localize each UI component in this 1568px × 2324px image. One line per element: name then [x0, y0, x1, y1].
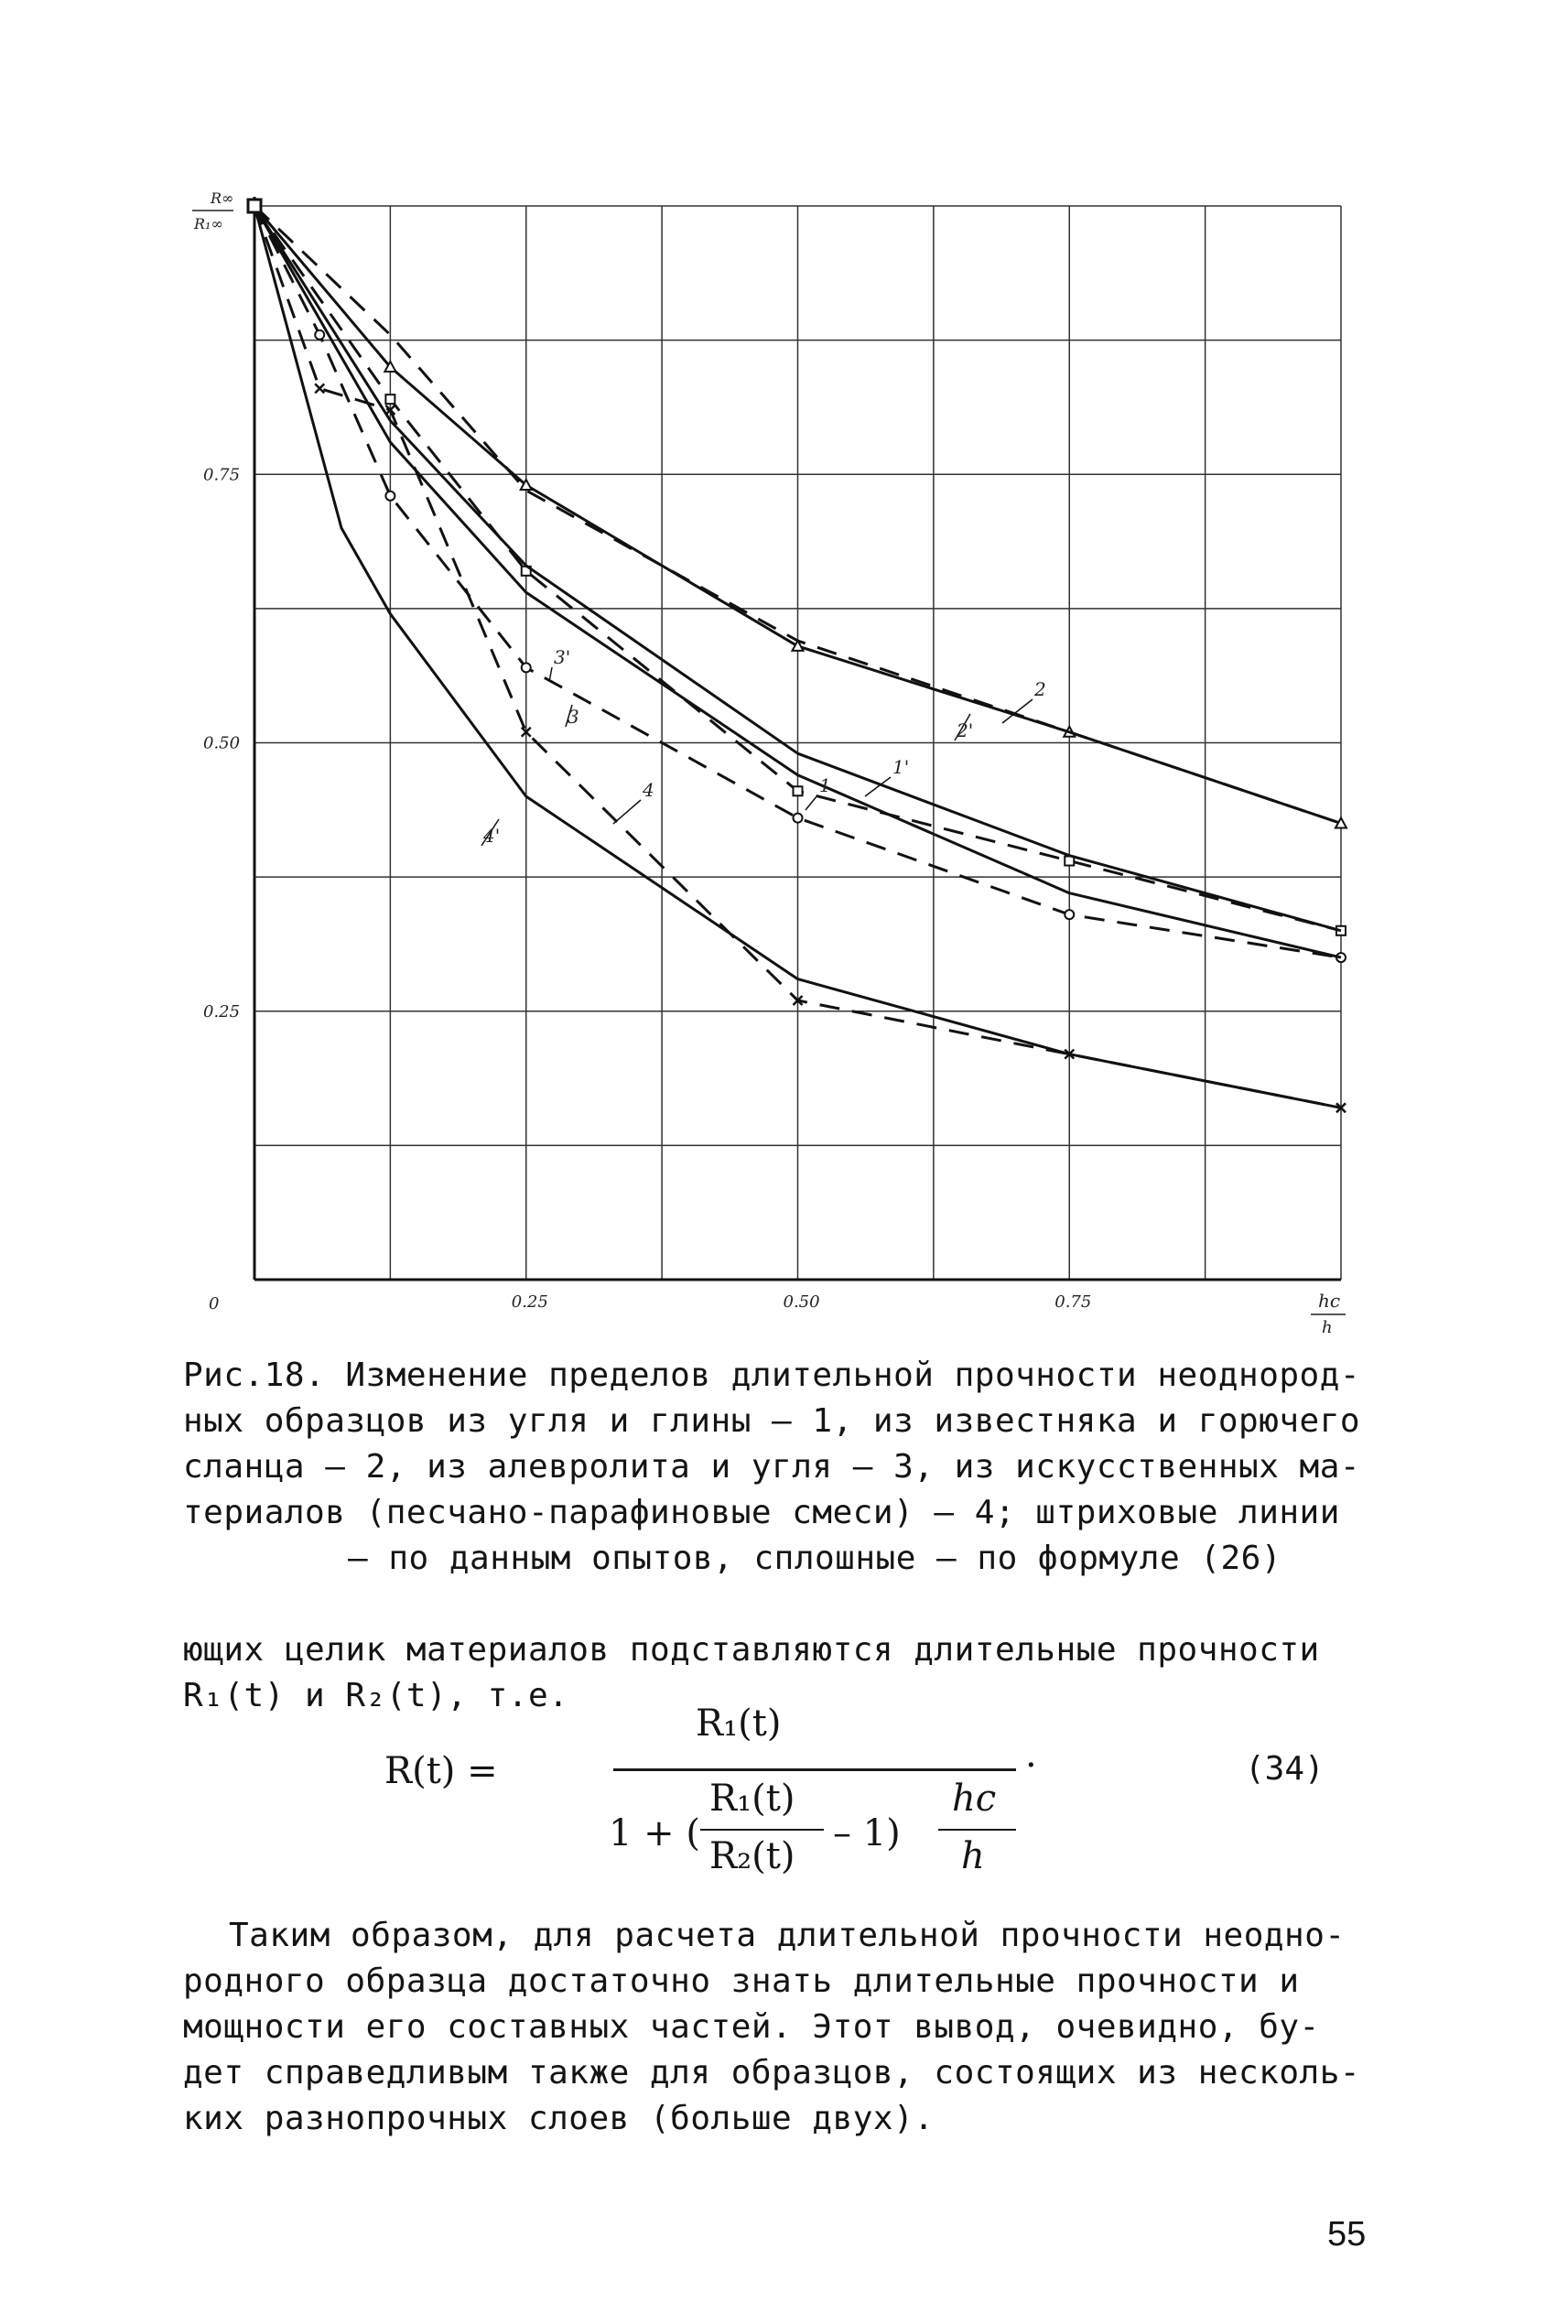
y-axis-label-top: R∞ — [211, 189, 234, 207]
paragraph-line: ющих целик материалов подставляются длительные прочности — [183, 1631, 1320, 1669]
formula-ratio-numerator: hc — [952, 1778, 997, 1820]
caption-line: – по данным опытов, сплошные – по формуле (26) — [348, 1540, 1281, 1577]
paragraph-line: дет справедливым также для образцов, состоящих из несколь- — [183, 2054, 1361, 2092]
caption-line: сланца – 2, из алевролита и угля – 3, из искусственных ма- — [183, 1448, 1361, 1486]
fraction-bar — [613, 1768, 1016, 1771]
paragraph-line: Таким образом, для расчета длительной прочности неодно- — [229, 1917, 1346, 1954]
page-number: 55 — [1327, 2215, 1367, 2254]
origin-point — [248, 200, 261, 212]
curve-label-3-prime: 3' — [554, 646, 571, 668]
ratio-fraction-bar — [938, 1829, 1016, 1831]
data-point-1 — [385, 395, 395, 404]
y-tick-label: 0.25 — [203, 1001, 241, 1021]
y-tick-label: 0.75 — [203, 465, 241, 485]
paragraph-line: R₁(t) и R₂(t), т.е. — [183, 1677, 569, 1714]
curve-label-2-prime: 2' — [957, 719, 974, 741]
x-tick-label: 0.75 — [1054, 1292, 1092, 1312]
paragraph-conclusion — [183, 1913, 1400, 2142]
y-axis-label-bottom: R₁∞ — [194, 215, 223, 232]
data-point-3 — [385, 492, 395, 501]
formula-inner-numerator: R₁(t) — [709, 1778, 795, 1820]
inner-fraction-bar — [700, 1829, 824, 1831]
curve-label-1-leader — [806, 795, 817, 810]
formula-inner-denominator: R₂(t) — [709, 1835, 795, 1877]
formula-ratio-denominator: h — [961, 1835, 985, 1877]
curve-label-1-prime: 1' — [892, 756, 910, 778]
equation-number: (34) — [1245, 1750, 1325, 1788]
formula-dot: · — [1025, 1745, 1037, 1787]
y-tick-label: 0.50 — [203, 733, 241, 753]
curve-label-4: 4 — [643, 779, 654, 801]
paragraph-line: родного образца достаточно знать длительные прочности и — [183, 1962, 1300, 2000]
caption-line: ных образцов из угля и глины – 1, из известняка и горючего — [183, 1402, 1361, 1440]
data-point-4 — [315, 384, 324, 393]
curve-label-4-leader — [613, 800, 641, 824]
caption-line: Рис.18. Изменение пределов длительной прочности неоднород- — [183, 1357, 1361, 1394]
paragraph-line: ких разнопрочных слоев (больше двух). — [183, 2100, 935, 2137]
formula-34 — [384, 1702, 1391, 1895]
curve-label-4-prime: 4' — [483, 825, 501, 847]
formula-denominator-lead: 1 + ( — [609, 1812, 700, 1854]
data-point-1 — [794, 786, 803, 795]
chart-grid — [254, 206, 1341, 1280]
curve-label-1: 1 — [819, 774, 831, 796]
data-point-3 — [1065, 910, 1074, 919]
x-axis-label-bottom: h — [1322, 1318, 1333, 1337]
origin-tick-label: 0 — [209, 1294, 220, 1313]
x-axis-label-top: hc — [1318, 1290, 1341, 1312]
data-point-3 — [522, 663, 531, 672]
x-tick-label: 0.25 — [511, 1292, 548, 1312]
data-point-3 — [315, 330, 324, 340]
caption-line: териалов (песчано-парафиновые смеси) – 4; штриховые линии — [183, 1494, 1340, 1531]
curve-label-2: 2 — [1034, 678, 1046, 700]
formula-numerator: R₁(t) — [696, 1702, 782, 1745]
figure-caption — [183, 1353, 1400, 1582]
curve-label-3: 3 — [568, 706, 579, 728]
chart-curve-labels — [481, 646, 1046, 847]
data-point-3 — [794, 814, 803, 823]
chart-ticks — [192, 189, 1346, 1337]
paragraph-line: мощности его составных частей. Этот вывод, очевидно, бу- — [183, 2008, 1320, 2046]
formula-lhs: R(t) = — [384, 1750, 498, 1792]
formula-inner-tail: – 1) — [833, 1812, 901, 1854]
x-tick-label: 0.50 — [783, 1292, 820, 1312]
